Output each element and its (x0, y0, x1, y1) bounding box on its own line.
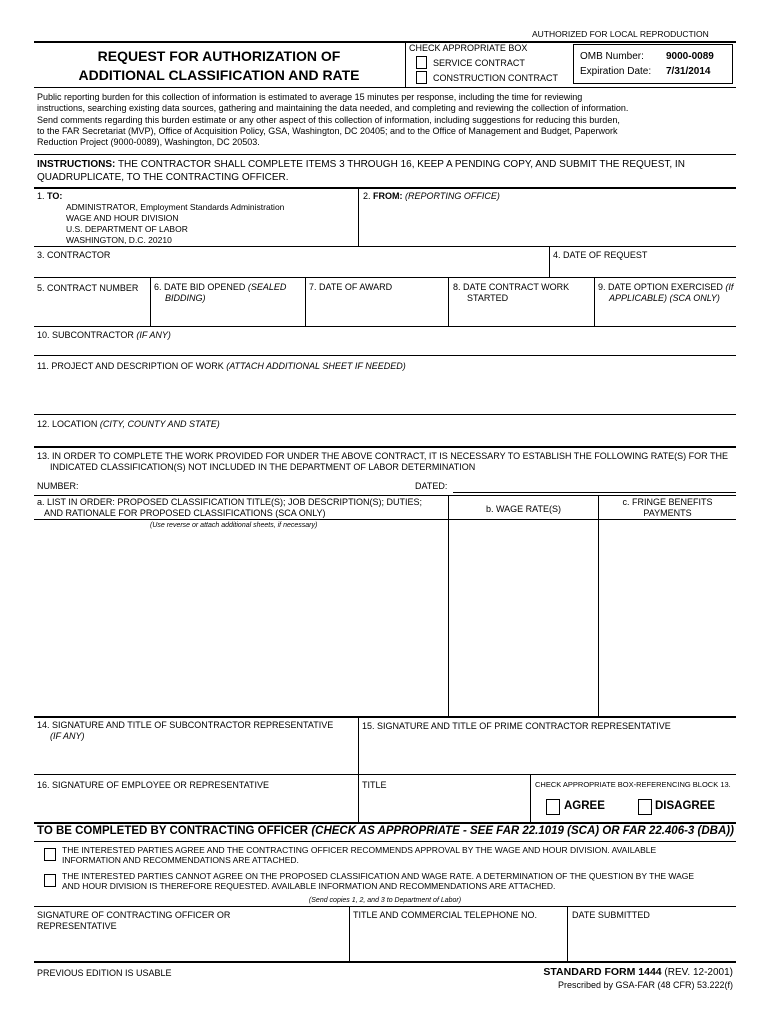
instructions-line1 (37, 159, 685, 171)
item1-label: TO: (47, 191, 63, 201)
item4-date-of-request: 4. DATE OF REQUEST (553, 250, 648, 260)
item2-number: 2. (363, 191, 371, 201)
burden-statement (37, 92, 628, 148)
item10-label: 10. SUBCONTRACTOR (37, 330, 137, 340)
disagree-checkbox[interactable] (638, 799, 652, 815)
item1-heading (37, 191, 62, 202)
item13-line2: INDICATED CLASSIFICATION(S) NOT INCLUDED IN THE DEPARTMENT OF LABOR DETERMINATION (50, 462, 476, 472)
item2-heading (363, 191, 500, 202)
item15-prime-contractor: 15. SIGNATURE AND TITLE OF PRIME CONTRACTOR REPRESENTATIVE (362, 721, 671, 731)
expiration-label: Expiration Date: (580, 66, 652, 77)
service-contract-checkbox[interactable] (416, 56, 427, 69)
co-signature-line1: SIGNATURE OF CONTRACTING OFFICER OR (37, 910, 231, 920)
date-submitted-label: DATE SUBMITTED (572, 910, 650, 920)
col-b-heading: b. WAGE RATE(S) (485, 504, 561, 514)
construction-contract-label: CONSTRUCTION CONTRACT (433, 73, 558, 83)
form-number (520, 966, 733, 979)
agree-checkbox[interactable] (546, 799, 560, 815)
item9-date-option-exercised (598, 282, 733, 293)
top-rule (34, 41, 736, 43)
item2-label: FROM: (373, 191, 403, 201)
to-address-line: U.S. DEPARTMENT OF LABOR (66, 224, 188, 234)
item8-line1: 8. DATE CONTRACT WORK (453, 282, 570, 292)
item12-location (37, 419, 220, 430)
item9-label: 9. DATE OPTION EXERCISED (598, 282, 726, 292)
contracting-officer-heading (37, 825, 734, 839)
check-box-reference: CHECK APPROPRIATE BOX-REFERENCING BLOCK 13. (535, 780, 731, 789)
item11-hint: (ATTACH ADDITIONAL SHEET IF NEEDED) (226, 361, 406, 371)
disagree-label: DISAGREE (655, 800, 716, 812)
co-option1-line1: THE INTERESTED PARTIES AGREE AND THE CONTRACTING OFFICER RECOMMENDS APPROVAL BY THE WAGE AND HOUR DIVISION. AVAILABLE (62, 845, 657, 855)
item7-date-of-award: 7. DATE OF AWARD (309, 282, 393, 292)
contract-type-heading: CHECK APPROPRIATE BOX (409, 43, 528, 53)
co-option2-line2: AND HOUR DIVISION IS THEREFORE REQUESTED. AVAILABLE INFORMATION AND RECOMMENDATIONS ARE ATTACHED. (62, 881, 556, 891)
item14-line2: (IF ANY) (50, 731, 85, 741)
omb-box (573, 44, 733, 84)
co-heading-hint: (CHECK AS APPROPRIATE - SEE FAR 22.1019 (SCA) OR FAR 22.406-3 (DBA)) (311, 825, 734, 837)
prescribed-by: Prescribed by GSA-FAR (48 CFR) 53.222(f) (557, 980, 733, 990)
expiration-date: 7/31/2014 (666, 66, 711, 77)
dated-field-line[interactable] (453, 492, 736, 493)
item2-hint: (REPORTING OFFICE) (405, 191, 500, 201)
burden-line: Reduction Project (9000-0089), Washington, DC 20503. (37, 137, 260, 148)
construction-contract-checkbox[interactable] (416, 71, 427, 84)
to-address-line: ADMINISTRATOR, Employment Standards Administration (66, 202, 285, 212)
burden-line: instructions, searching existing data sources, gathering and maintaining the data needed, and completing and reviewing the collection of information. (37, 103, 629, 114)
to-address (66, 202, 284, 246)
item1-number: 1. (37, 191, 45, 201)
authorized-note: AUTHORIZED FOR LOCAL REPRODUCTION (532, 29, 709, 39)
item16-employee-signature: 16. SIGNATURE OF EMPLOYEE OR REPRESENTATIVE (37, 780, 270, 790)
title-phone-label: TITLE AND COMMERCIAL TELEPHONE NO. (353, 910, 538, 920)
omb-number-label: OMB Number: (580, 51, 644, 62)
co-option1-line2: INFORMATION AND RECOMMENDATIONS ARE ATTACHED. (62, 855, 299, 865)
co-option2-line1: THE INTERESTED PARTIES CANNOT AGREE ON THE PROPOSED CLASSIFICATION AND WAGE RATE. A DETERMINATION OF THE QUESTION BY THE WAGE (62, 871, 695, 881)
item11-label: 11. PROJECT AND DESCRIPTION OF WORK (37, 361, 227, 371)
item12-hint: (CITY, COUNTY AND STATE) (99, 419, 220, 429)
item9-hint-line2: APPLICABLE) (SCA ONLY) (609, 293, 720, 303)
item11-project-description (37, 361, 406, 372)
col-c-heading-line2: PAYMENTS (643, 508, 692, 518)
item10-subcontractor (37, 330, 171, 341)
to-address-line: WAGE AND HOUR DIVISION (66, 213, 179, 223)
burden-line: Public reporting burden for this collection of information is estimated to average 15 minutes per response, including the time for reviewing (37, 92, 583, 102)
burden-line: to the FAR Secretariat (MVP), Office of Acquisition Policy, GSA, Washington, DC 20405; and to the Office of Management and Budget, Paperwork (37, 125, 618, 136)
item14-line1: 14. SIGNATURE AND TITLE OF SUBCONTRACTOR REPRESENTATIVE (37, 720, 334, 730)
co-heading-label: TO BE COMPLETED BY CONTRACTING OFFICER (37, 825, 312, 837)
form-title-line2: ADDITIONAL CLASSIFICATION AND RATE (78, 67, 360, 83)
form-revision: (REV. 12-2001) (661, 967, 733, 978)
instructions-text: THE CONTRACTOR SHALL COMPLETE ITEMS 3 THROUGH 16, KEEP A PENDING COPY, AND SUBMIT THE REQUEST, IN (115, 159, 685, 170)
item6-label: 6. DATE BID OPENED (154, 282, 248, 292)
form-name: STANDARD FORM 1444 (543, 966, 662, 978)
item10-hint: (IF ANY) (136, 330, 171, 340)
col-c-heading-line1: c. FRINGE BENEFITS (622, 497, 713, 507)
item3-contractor: 3. CONTRACTOR (37, 250, 111, 260)
service-contract-label: SERVICE CONTRACT (433, 58, 525, 68)
col-a-note: (Use reverse or attach additional sheets, if necessary) (150, 522, 318, 529)
item8-line2: STARTED (467, 293, 509, 303)
col-a-heading-line2: AND RATIONALE FOR PROPOSED CLASSIFICATIONS (SCA ONLY) (44, 508, 326, 518)
item12-label: 12. LOCATION (37, 419, 100, 429)
previous-edition-note: PREVIOUS EDITION IS USABLE (37, 968, 172, 978)
co-signature-line2: REPRESENTATIVE (37, 921, 117, 931)
agree-label: AGREE (564, 800, 605, 812)
determination-number-label: NUMBER: (37, 481, 79, 491)
burden-line: Send comments regarding this burden estimate or any other aspect of this collection of information, including suggestions for reducing this burden, (37, 114, 620, 125)
title-label: TITLE (362, 780, 387, 790)
form-title-line1: REQUEST FOR AUTHORIZATION OF (97, 48, 341, 64)
send-copies-note: (Send copies 1, 2, and 3 to Department of Labor) (308, 897, 462, 904)
omb-number: 9000-0089 (666, 51, 714, 62)
item9-hint: (If (725, 282, 734, 292)
to-address-line: WASHINGTON, D.C. 20210 (66, 235, 172, 245)
instructions-line2: QUADRUPLICATE, TO THE CONTRACTING OFFICER. (37, 172, 289, 183)
item6-hint: (SEALED (247, 282, 287, 292)
instructions-label: INSTRUCTIONS: (37, 159, 116, 170)
determination-dated-label: DATED: (415, 481, 448, 491)
co-agree-checkbox[interactable] (44, 848, 56, 861)
item13-line1: 13. IN ORDER TO COMPLETE THE WORK PROVIDED FOR UNDER THE ABOVE CONTRACT, IT IS NECESSARY TO ESTABLISH THE FOLLOWING RATE(S) FOR THE (37, 451, 728, 461)
item6-date-bid-opened (154, 282, 286, 293)
item5-contract-number: 5. CONTRACT NUMBER (37, 283, 139, 293)
item6-hint-line2: BIDDING) (165, 293, 206, 303)
col-a-heading-line1: a. LIST IN ORDER: PROPOSED CLASSIFICATION TITLE(S); JOB DESCRIPTION(S); DUTIES; (37, 497, 423, 507)
co-disagree-checkbox[interactable] (44, 874, 56, 887)
